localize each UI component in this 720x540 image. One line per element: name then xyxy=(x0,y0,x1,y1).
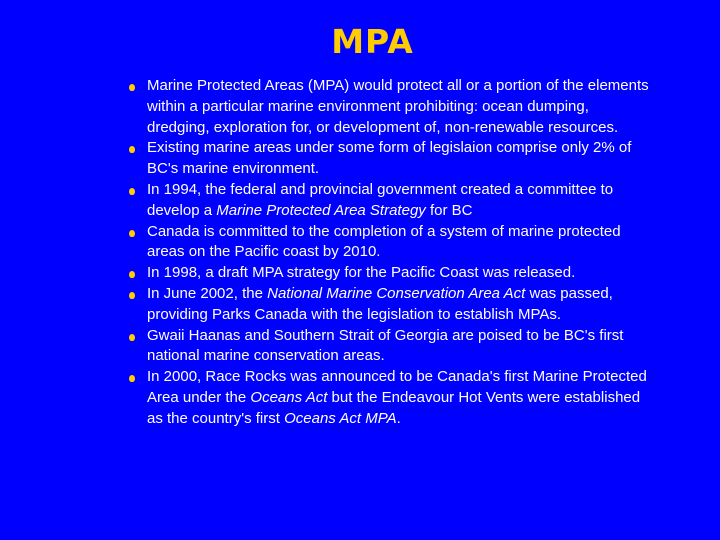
bullet-text-italic: Marine Protected Area Strategy xyxy=(216,201,426,219)
bullet-dot-icon xyxy=(129,375,135,382)
bullet-list xyxy=(129,76,649,430)
bullet-dot-icon xyxy=(129,230,135,237)
bullet-item xyxy=(129,263,649,284)
bullet-text-segment: was passed, providing Parks Canada with the legislation to establish MPAs. xyxy=(147,284,613,323)
bullet-text-segment: In 1994, the federal and provincial government created a committee to develop a xyxy=(147,180,614,219)
bullet-dot-icon xyxy=(129,271,135,278)
bullet-item xyxy=(129,76,649,138)
bullet-text-segment: Marine Protected Areas (MPA) would protect all or a portion of the elements within a particular marine environment prohibiting: ocean dumping, dredging, exploration for, or development of, non-renewable resources. xyxy=(147,77,649,136)
bullet-item xyxy=(129,326,649,368)
bullet-text-segment: Canada is committed to the completion of a system of marine protected areas on the Pacific coast by 2010. xyxy=(147,222,621,261)
bullet-text-italic: Oceans Act MPA xyxy=(284,409,397,427)
bullet-text-segment: Gwaii Haanas and Southern Strait of Georgia are poised to be BC's first national marine conservation areas. xyxy=(147,326,624,365)
bullet-dot-icon xyxy=(129,146,135,153)
bullet-item xyxy=(129,284,649,326)
bullet-text xyxy=(147,285,613,323)
bullet-text-segment: . xyxy=(396,409,401,427)
bullet-dot-icon xyxy=(129,334,135,341)
bullet-item xyxy=(129,367,649,429)
bullet-text xyxy=(147,327,623,365)
bullet-dot-icon xyxy=(129,292,135,299)
bullet-dot-icon xyxy=(129,188,135,195)
bullet-text-segment: In 2000, Race Rocks was announced to be Canada's first Marine Protected Area under the xyxy=(147,368,647,406)
bullet-text xyxy=(147,368,647,427)
bullet-item xyxy=(129,138,649,180)
bullet-text xyxy=(147,139,631,177)
bullet-text xyxy=(147,181,613,219)
bullet-text-segment: In June 2002, the xyxy=(147,284,268,302)
bullet-item xyxy=(129,180,649,222)
slide-title: MPA xyxy=(331,22,414,61)
bullet-text xyxy=(147,264,575,281)
bullet-text xyxy=(147,223,621,261)
bullet-text xyxy=(147,77,649,136)
bullet-text-segment: Existing marine areas under some form of legislaion comprise only 2% of BC's marine environment. xyxy=(147,139,632,178)
bullet-text-italic: National Marine Conservation Area Act xyxy=(267,284,526,302)
bullet-text-italic: Oceans Act xyxy=(250,388,328,406)
bullet-item xyxy=(129,222,649,264)
bullet-text-segment: but the Endeavour Hot Vents were established as the country's first xyxy=(147,388,641,427)
bullet-dot-icon xyxy=(129,84,135,91)
bullet-text-segment: for BC xyxy=(425,201,473,219)
bullet-text-segment: In 1998, a draft MPA strategy for the Pacific Coast was released. xyxy=(147,264,576,282)
